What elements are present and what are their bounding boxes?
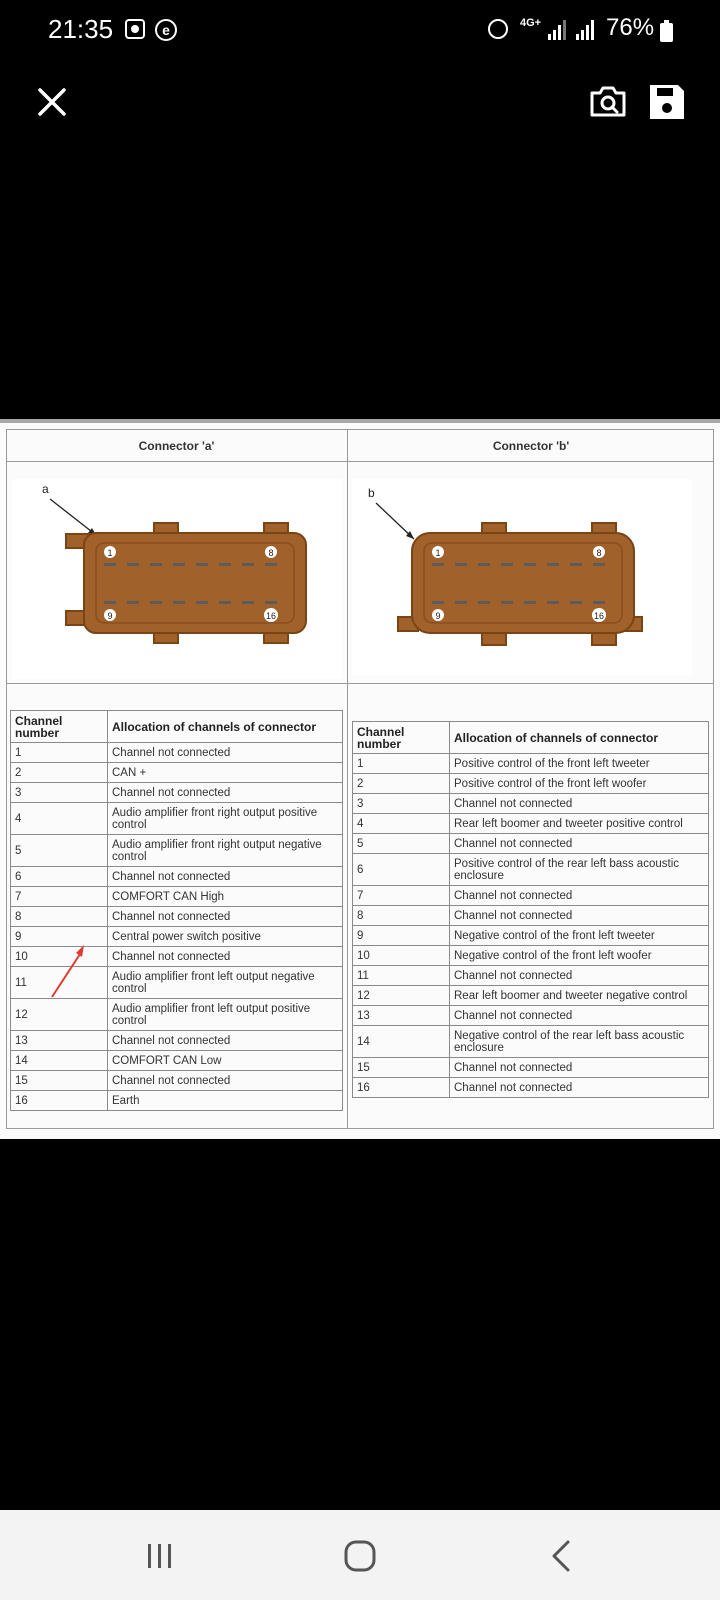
allocation-cell: CAN + bbox=[108, 763, 343, 783]
table-row bbox=[353, 1078, 709, 1098]
recent-apps-icon bbox=[136, 1532, 184, 1580]
table-row bbox=[11, 1051, 343, 1071]
home-button[interactable] bbox=[336, 1532, 384, 1580]
channel-number-cell: 15 bbox=[11, 1071, 108, 1091]
channel-number-cell: 7 bbox=[11, 887, 108, 907]
column-header: Allocation of channels of connector bbox=[450, 722, 709, 754]
allocation-cell: Channel not connected bbox=[108, 867, 343, 887]
pin-label: 16 bbox=[265, 611, 277, 621]
allocation-cell: Channel not connected bbox=[108, 783, 343, 803]
save-icon bbox=[645, 80, 689, 124]
allocation-cell: Channel not connected bbox=[108, 947, 343, 967]
table-row bbox=[353, 774, 709, 794]
table-row bbox=[353, 946, 709, 966]
channel-number-cell: 3 bbox=[353, 794, 450, 814]
back-icon bbox=[538, 1532, 586, 1580]
channel-number-cell: 5 bbox=[353, 834, 450, 854]
column-header: Channel number bbox=[11, 711, 108, 743]
table-row bbox=[353, 754, 709, 774]
table-row bbox=[353, 834, 709, 854]
document-image bbox=[0, 419, 720, 1139]
pin-label: 8 bbox=[268, 548, 274, 558]
channel-number-cell: 7 bbox=[353, 886, 450, 906]
connector-b-header: Connector 'b' bbox=[492, 439, 570, 453]
allocation-cell: Central power switch positive bbox=[108, 927, 343, 947]
allocation-cell: Channel not connected bbox=[108, 743, 343, 763]
home-icon bbox=[336, 1532, 384, 1580]
column-divider bbox=[347, 429, 348, 1129]
column-header: Channel number bbox=[353, 722, 450, 754]
network-type-label: 4G+ bbox=[520, 17, 542, 29]
allocation-cell: Channel not connected bbox=[108, 1031, 343, 1051]
channel-number-cell: 12 bbox=[353, 986, 450, 1006]
channel-number-cell: 4 bbox=[11, 803, 108, 835]
connector-b-diagram bbox=[352, 479, 692, 675]
channel-number-cell: 13 bbox=[11, 1031, 108, 1051]
channel-number-cell: 9 bbox=[353, 926, 450, 946]
channel-number-cell: 12 bbox=[11, 999, 108, 1031]
pin-label: 1 bbox=[435, 548, 441, 558]
table-row bbox=[11, 763, 343, 783]
viewer-toolbar bbox=[0, 62, 720, 142]
channel-number-cell: 10 bbox=[11, 947, 108, 967]
channel-number-cell: 13 bbox=[353, 1006, 450, 1026]
allocation-cell: Channel not connected bbox=[450, 886, 709, 906]
status-bar bbox=[0, 0, 720, 62]
connector-b-table bbox=[352, 721, 709, 1098]
allocation-cell: COMFORT CAN High bbox=[108, 887, 343, 907]
table-row bbox=[11, 887, 343, 907]
camera-search-icon bbox=[586, 80, 630, 124]
channel-number-cell: 6 bbox=[11, 867, 108, 887]
back-button[interactable] bbox=[538, 1532, 586, 1580]
channel-number-cell: 3 bbox=[11, 783, 108, 803]
channel-number-cell: 1 bbox=[353, 754, 450, 774]
channel-number-cell: 11 bbox=[353, 966, 450, 986]
image-frame bbox=[0, 419, 720, 423]
allocation-cell: Rear left boomer and tweeter positive control bbox=[450, 814, 709, 834]
save-button[interactable] bbox=[645, 80, 689, 124]
channel-number-cell: 2 bbox=[11, 763, 108, 783]
channel-number-cell: 9 bbox=[11, 927, 108, 947]
allocation-cell: Audio amplifier front right output positive control bbox=[108, 803, 343, 835]
allocation-cell: Channel not connected bbox=[108, 907, 343, 927]
navigation-bar bbox=[0, 1510, 720, 1600]
annotation-arrow bbox=[44, 939, 94, 1003]
allocation-cell: COMFORT CAN Low bbox=[108, 1051, 343, 1071]
alarm-icon bbox=[488, 19, 508, 39]
allocation-cell: Rear left boomer and tweeter negative control bbox=[450, 986, 709, 1006]
table-row bbox=[353, 886, 709, 906]
allocation-cell: Channel not connected bbox=[450, 1058, 709, 1078]
table-row bbox=[11, 803, 343, 835]
table-row bbox=[353, 854, 709, 886]
allocation-cell: Earth bbox=[108, 1091, 343, 1111]
battery-percent: 76% bbox=[606, 14, 655, 41]
browser-icon: e bbox=[155, 19, 177, 41]
table-row bbox=[11, 783, 343, 803]
table-row bbox=[11, 743, 343, 763]
channel-number-cell: 11 bbox=[11, 967, 108, 999]
table-row bbox=[353, 906, 709, 926]
pin-label: 16 bbox=[593, 611, 605, 621]
table-row bbox=[11, 999, 343, 1031]
allocation-cell: Positive control of the front left woofer bbox=[450, 774, 709, 794]
allocation-cell: Negative control of the front left tweeter bbox=[450, 926, 709, 946]
allocation-cell: Channel not connected bbox=[450, 906, 709, 926]
allocation-cell: Audio amplifier front left output positive control bbox=[108, 999, 343, 1031]
table-row bbox=[11, 1071, 343, 1091]
allocation-cell: Channel not connected bbox=[108, 1071, 343, 1091]
pin-label: 9 bbox=[107, 611, 113, 621]
table-row bbox=[353, 926, 709, 946]
allocation-cell: Channel not connected bbox=[450, 794, 709, 814]
diagram-label-a: a bbox=[42, 482, 49, 496]
allocation-cell: Negative control of the front left woofer bbox=[450, 946, 709, 966]
allocation-cell: Channel not connected bbox=[450, 966, 709, 986]
status-time: 21:35 bbox=[48, 14, 114, 44]
connector-a-table bbox=[10, 710, 343, 1111]
battery-icon bbox=[660, 20, 673, 42]
table-row bbox=[353, 794, 709, 814]
channel-number-cell: 6 bbox=[353, 854, 450, 886]
channel-number-cell: 8 bbox=[353, 906, 450, 926]
channel-number-cell: 16 bbox=[353, 1078, 450, 1098]
channel-number-cell: 4 bbox=[353, 814, 450, 834]
channel-number-cell: 1 bbox=[11, 743, 108, 763]
notification-icon bbox=[125, 19, 145, 39]
signal-icon bbox=[548, 20, 566, 40]
table-header-row bbox=[11, 711, 343, 743]
table-row bbox=[11, 1031, 343, 1051]
signal-icon-2 bbox=[576, 20, 594, 40]
table-header-row bbox=[353, 722, 709, 754]
close-button[interactable] bbox=[30, 80, 74, 124]
connector-a-header: Connector 'a' bbox=[138, 439, 215, 453]
close-icon bbox=[30, 80, 74, 124]
table-row bbox=[11, 835, 343, 867]
table-row bbox=[11, 867, 343, 887]
table-row bbox=[353, 986, 709, 1006]
table-row bbox=[353, 814, 709, 834]
channel-number-cell: 2 bbox=[353, 774, 450, 794]
allocation-cell: Channel not connected bbox=[450, 1078, 709, 1098]
channel-number-cell: 14 bbox=[11, 1051, 108, 1071]
connector-a-diagram bbox=[12, 479, 342, 679]
allocation-cell: Audio amplifier front left output negative control bbox=[108, 967, 343, 999]
header-row-divider bbox=[6, 461, 714, 462]
channel-number-cell: 14 bbox=[353, 1026, 450, 1058]
table-row bbox=[353, 1026, 709, 1058]
column-header: Allocation of channels of connector bbox=[108, 711, 343, 743]
table-row bbox=[353, 966, 709, 986]
table-row bbox=[353, 1006, 709, 1026]
table-row bbox=[11, 1091, 343, 1111]
allocation-cell: Audio amplifier front right output negative control bbox=[108, 835, 343, 867]
channel-number-cell: 8 bbox=[11, 907, 108, 927]
channel-number-cell: 15 bbox=[353, 1058, 450, 1078]
diagram-row-divider bbox=[6, 683, 714, 684]
allocation-cell: Positive control of the rear left bass acoustic enclosure bbox=[450, 854, 709, 886]
screenshot-button[interactable] bbox=[586, 80, 630, 124]
pin-label: 9 bbox=[435, 611, 441, 621]
allocation-cell: Channel not connected bbox=[450, 834, 709, 854]
pin-label: 8 bbox=[596, 548, 602, 558]
diagram-label-b: b bbox=[368, 486, 375, 500]
allocation-cell: Channel not connected bbox=[450, 1006, 709, 1026]
channel-number-cell: 16 bbox=[11, 1091, 108, 1111]
table-row bbox=[11, 907, 343, 927]
recent-apps-button[interactable] bbox=[136, 1532, 184, 1580]
pin-label: 1 bbox=[107, 548, 113, 558]
allocation-cell: Negative control of the rear left bass acoustic enclosure bbox=[450, 1026, 709, 1058]
allocation-cell: Positive control of the front left tweeter bbox=[450, 754, 709, 774]
channel-number-cell: 10 bbox=[353, 946, 450, 966]
table-row bbox=[353, 1058, 709, 1078]
channel-number-cell: 5 bbox=[11, 835, 108, 867]
